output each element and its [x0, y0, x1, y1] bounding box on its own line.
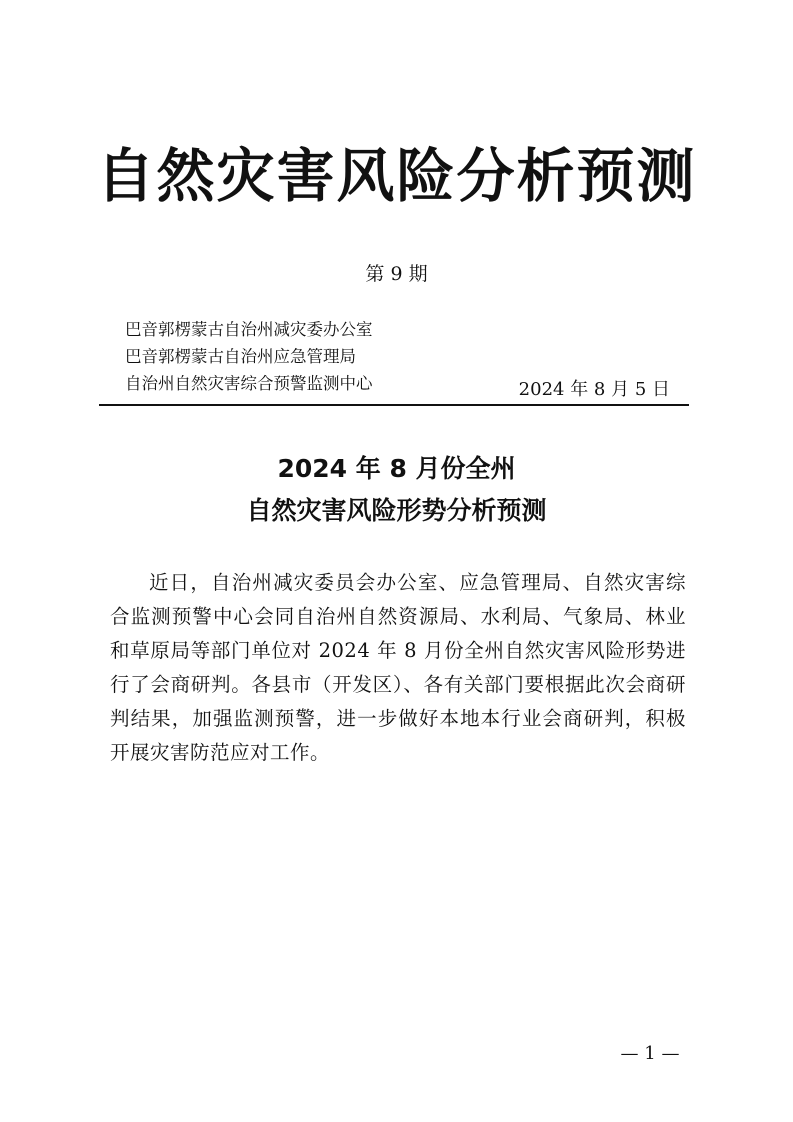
issue-date: 2024 年 8 月 5 日	[518, 379, 670, 400]
page-number: — 1 —	[620, 1043, 680, 1064]
issuer-list	[125, 316, 415, 397]
issue-number: 第 9 期	[365, 263, 428, 285]
article-paragraph: 近日，自治州减灾委员会办公室、应急管理局、自然灾害综合监测预警中心会同自治州自然资源局、水利局、气象局、林业和草原局等部门单位对 2024 年 8 月份全州自然灾害风险形势进行了会商研判。各县市（开发区）、各有关部门要根据此次会商研判结果，加强监测预警，进一步做好本地本行业会商研判，积极开展灾害防范应对工作。	[110, 571, 686, 764]
header-divider	[99, 404, 689, 406]
masthead-title: 自然灾害风险分析预测	[96, 142, 697, 210]
article-title-line: 2024 年 8 月份全州	[277, 454, 516, 483]
issuer-line: 自治州自然灾害综合预警监测中心	[125, 374, 373, 393]
issuer-line: 巴音郭楞蒙古自治州应急管理局	[125, 347, 356, 366]
issuer-line: 巴音郭楞蒙古自治州减灾委办公室	[125, 320, 373, 339]
article-title	[0, 448, 793, 532]
article-title-line: 自然灾害风险形势分析预测	[246, 496, 547, 525]
